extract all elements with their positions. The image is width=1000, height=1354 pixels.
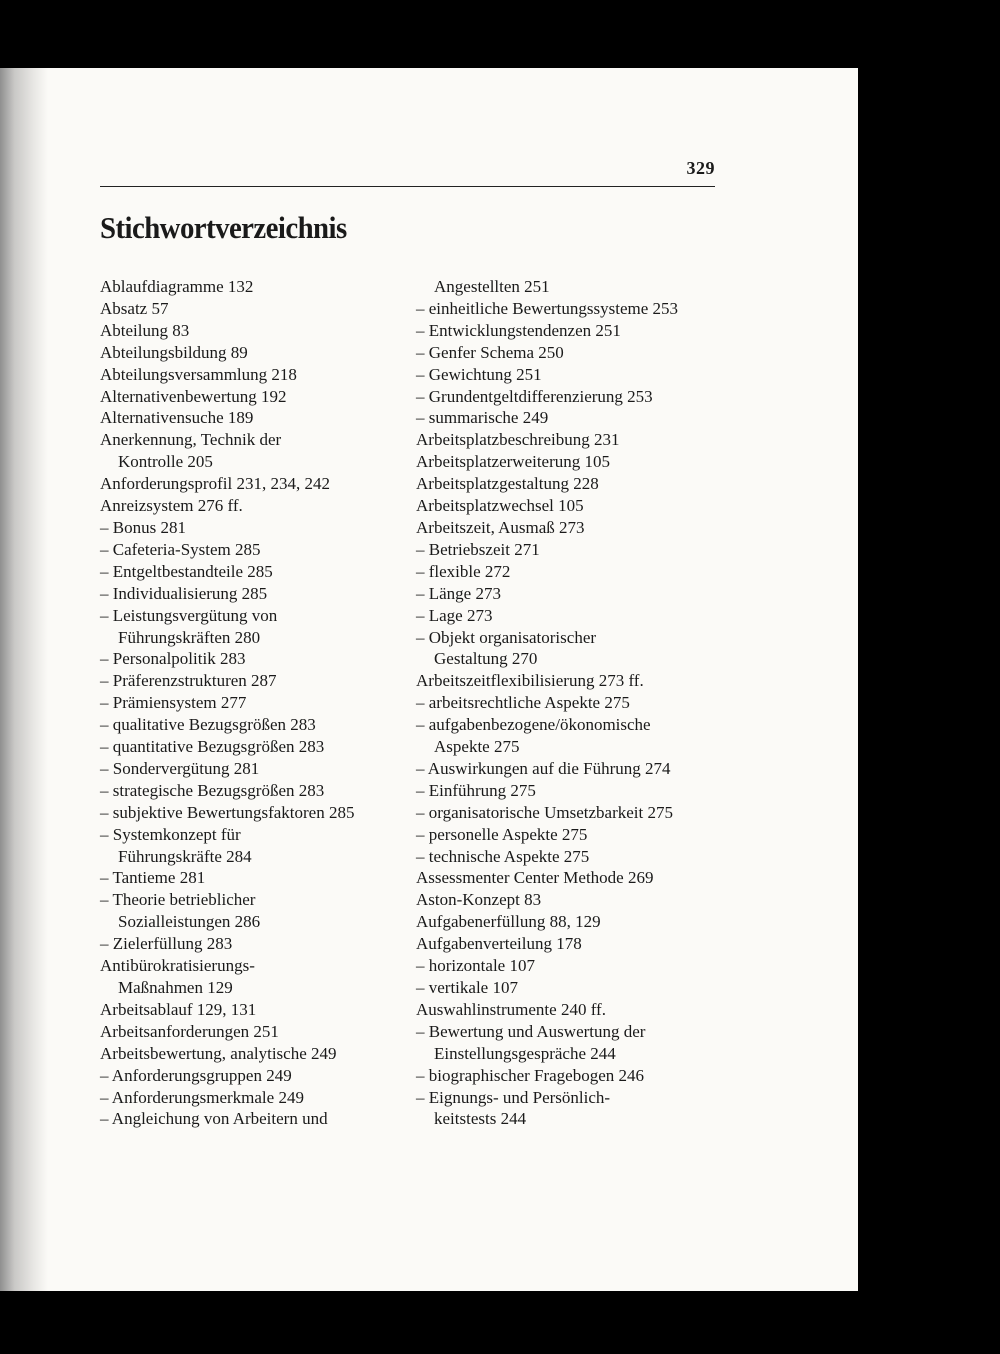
index-entry: – Bewertung und Auswertung der [416, 1021, 646, 1041]
index-entry: – Lage 273 [416, 605, 493, 625]
index-entry: – subjektive Bewertungsfaktoren 285 [100, 802, 355, 822]
index-entry: – organisatorische Umsetzbarkeit 275 [416, 802, 673, 822]
index-entry: Führungskräfte 284 [118, 846, 252, 866]
index-entry: – Objekt organisatorischer [416, 627, 597, 647]
index-entry: Sozialleistungen 286 [118, 912, 261, 932]
index-entry: – Bonus 281 [100, 517, 186, 537]
index-entry: – einheitliche Bewertungssysteme 253 [416, 298, 679, 318]
index-entry: Abteilungsversammlung 218 [100, 364, 297, 384]
index-entry: – Personalpolitik 283 [100, 649, 246, 669]
index-entry: – Präferenzstrukturen 287 [100, 671, 277, 691]
index-entry: – Betriebszeit 271 [416, 539, 540, 559]
index-entry: – flexible 272 [416, 561, 511, 581]
index-entry: Abteilung 83 [100, 320, 190, 340]
index-entry: Anerkennung, Technik der [100, 430, 282, 450]
index-column-right [416, 276, 736, 1130]
index-entry: – vertikale 107 [416, 978, 518, 997]
index-entry: Einstellungsgespräche 244 [434, 1043, 616, 1063]
index-entry: – Tantieme 281 [100, 868, 206, 888]
index-entry: Maßnahmen 129 [118, 978, 233, 997]
index-entry: Gestaltung 270 [434, 649, 538, 669]
index-entry: Auswahlinstrumente 240 ff. [416, 999, 606, 1019]
index-entry: – strategische Bezugsgrößen 283 [100, 780, 325, 800]
index-entry: – Cafeteria-System 285 [100, 539, 261, 559]
index-entry: – Sondervergütung 281 [100, 758, 260, 778]
page-number: 329 [686, 158, 715, 178]
index-entry: Anreizsystem 276 ff. [100, 496, 243, 516]
index-entry: Alternativensuche 189 [100, 408, 254, 428]
header-rule [100, 186, 715, 187]
index-entry: Aston-Konzept 83 [416, 890, 542, 910]
index-entry: Arbeitszeitflexibilisierung 273 ff. [416, 671, 644, 691]
index-entry: – Grundentgeltdifferenzierung 253 [416, 386, 653, 406]
index-entry: Angestellten 251 [434, 277, 550, 296]
index-entry: Assessmenter Center Methode 269 [416, 868, 654, 888]
page-gutter-shadow [0, 68, 48, 1291]
index-entry: Arbeitsplatzerweiterung 105 [416, 452, 611, 472]
index-entry: Führungskräften 280 [118, 627, 261, 647]
index-entry: Ablaufdiagramme 132 [100, 277, 254, 296]
index-entry: – Angleichung von Arbeitern und [100, 1109, 328, 1129]
index-entry: – aufgabenbezogene/ökonomische [416, 715, 651, 735]
index-entry: Aufgabenverteilung 178 [416, 934, 582, 954]
index-entry: keitstests 244 [434, 1109, 527, 1129]
index-column-left [100, 276, 400, 1130]
index-entry: – Anforderungsmerkmale 249 [100, 1087, 304, 1107]
index-entry: – qualitative Bezugsgrößen 283 [100, 715, 316, 735]
index-entry: – Individualisierung 285 [100, 583, 268, 603]
index-entry: – Theorie betrieblicher [100, 890, 256, 910]
index-entry: – Prämiensystem 277 [100, 693, 247, 713]
index-entry: – Auswirkungen auf die Führung 274 [416, 758, 671, 778]
index-entry: – Länge 273 [416, 583, 501, 603]
index-entry: Antibürokratisierungs- [100, 956, 255, 976]
index-entry: – Gewichtung 251 [416, 364, 542, 384]
index-entry: – Zielerfüllung 283 [100, 934, 233, 954]
index-entry: Arbeitsplatzwechsel 105 [416, 496, 584, 516]
index-entry: Arbeitsbewertung, analytische 249 [100, 1043, 337, 1063]
index-entry: – Genfer Schema 250 [416, 342, 564, 362]
index-entry: – Leistungsvergütung von [100, 605, 278, 625]
index-entry: – Anforderungsgruppen 249 [100, 1065, 292, 1085]
index-entry: – arbeitsrechtliche Aspekte 275 [416, 693, 630, 713]
index-entry: – horizontale 107 [416, 956, 535, 976]
index-entry: – technische Aspekte 275 [416, 846, 590, 866]
index-entry: Kontrolle 205 [118, 452, 213, 472]
index-entry: Alternativenbewertung 192 [100, 386, 287, 406]
index-entry: Anforderungsprofil 231, 234, 242 [100, 474, 330, 494]
index-entry: – Systemkonzept für [100, 824, 241, 844]
index-entry: Abteilungsbildung 89 [100, 342, 248, 362]
index-entry: – summarische 249 [416, 408, 549, 428]
index-entry: Arbeitsplatzgestaltung 228 [416, 474, 599, 494]
index-entry: – Einführung 275 [416, 780, 536, 800]
index-entry: – Eignungs- und Persönlich- [416, 1087, 611, 1107]
index-entry: Arbeitsanforderungen 251 [100, 1021, 279, 1041]
index-entry: Arbeitsplatzbeschreibung 231 [416, 430, 620, 450]
index-entry: – personelle Aspekte 275 [416, 824, 588, 844]
index-entry: Absatz 57 [100, 298, 169, 318]
page-title: Stichwortverzeichnis [100, 210, 347, 245]
index-entry: Arbeitsablauf 129, 131 [100, 999, 257, 1019]
index-entry: – biographischer Fragebogen 246 [416, 1065, 645, 1085]
index-entry: – Entgeltbestandteile 285 [100, 561, 273, 581]
index-entry: Aufgabenerfüllung 88, 129 [416, 912, 601, 932]
index-entry: Aspekte 275 [434, 737, 520, 757]
index-entry: – quantitative Bezugsgrößen 283 [100, 737, 325, 757]
index-entry: Arbeitszeit, Ausmaß 273 [416, 517, 585, 537]
index-entry: – Entwicklungstendenzen 251 [416, 320, 621, 340]
